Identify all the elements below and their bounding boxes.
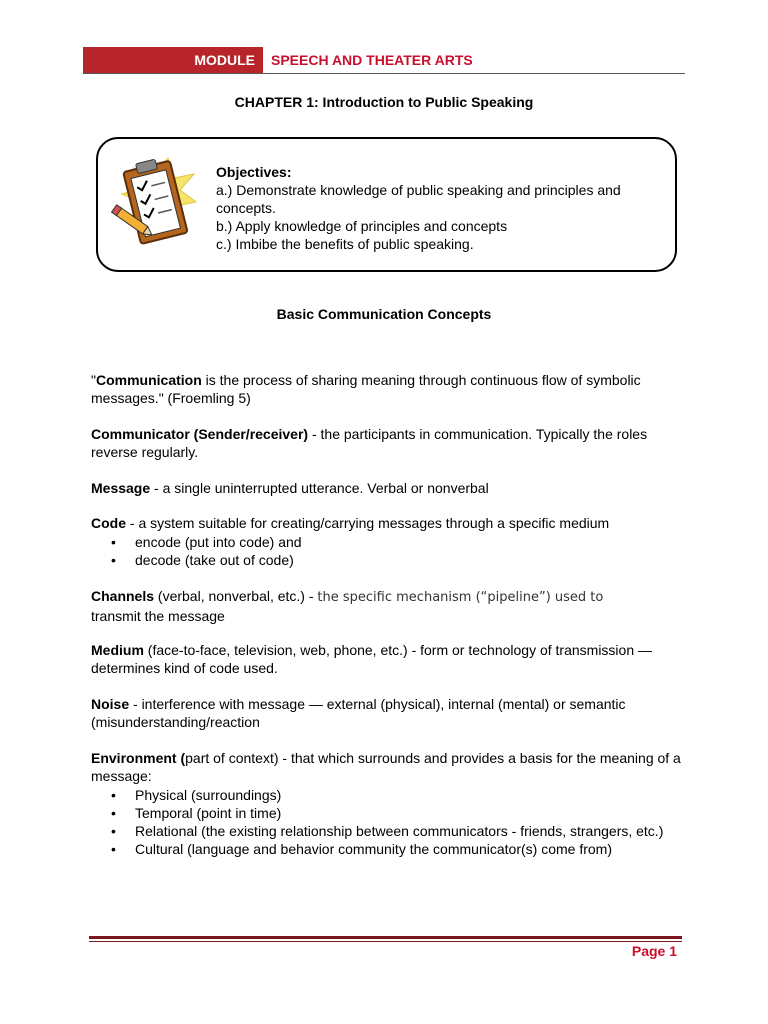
objectives-text <box>216 163 666 253</box>
chapter-title: CHAPTER 1: Introduction to Public Speaking <box>234 94 534 110</box>
term-code: Code <box>91 515 126 531</box>
objective-item-c: c.) Imbibe the benefits of public speaking. <box>216 236 474 252</box>
text-channels-mechanism: the specific mechanism (“pipeline”) used to <box>317 590 604 605</box>
text-communicator: - the participants in communication. Typically the roles reverse regularly. <box>91 426 648 460</box>
text-environment: part of context) - that which surrounds and provides a basis for the meaning of a message: <box>91 750 681 784</box>
definition-communication <box>91 371 691 407</box>
page-number: Page 1 <box>631 943 677 959</box>
objective-item-b: b.) Apply knowledge of principles and concepts <box>216 218 508 234</box>
text-channels: (verbal, nonverbal, etc.) - <box>154 588 318 604</box>
list-item: • Cultural (language and behavior community the communicator(s) come from) <box>91 840 691 858</box>
text-code: - a system suitable for creating/carrying messages through a specific medium <box>126 515 610 531</box>
list-item: • decode (take out of code) <box>91 551 711 569</box>
list-item: • encode (put into code) and <box>91 533 711 551</box>
objective-item-a: a.) Demonstrate knowledge of public speaking and principles and concepts. <box>216 182 621 216</box>
definition-medium <box>91 641 691 677</box>
module-title: SPEECH AND THEATER ARTS <box>271 52 473 68</box>
term-communication: Communication <box>95 372 202 388</box>
term-channels: Channels <box>91 588 155 604</box>
list-item: • Physical (surroundings) <box>91 786 691 804</box>
definition-noise <box>91 695 691 731</box>
term-communicator: Communicator (Sender/receiver) <box>91 426 309 442</box>
definition-code <box>91 514 711 569</box>
text-message: - a single uninterrupted utterance. Verbal or nonverbal <box>150 480 489 496</box>
term-environment: Environment ( <box>91 750 186 766</box>
term-noise: Noise <box>91 696 130 712</box>
header-divider <box>83 73 685 74</box>
text-communication: is the process of sharing meaning through continuous flow of symbolic messages." (Froemling 5) <box>91 372 641 406</box>
list-item: • Relational (the existing relationship between communicators - friends, strangers, etc.) <box>91 822 691 840</box>
section-heading: Basic Communication Concepts <box>276 306 492 322</box>
footer-divider <box>89 936 682 939</box>
footer-divider-thin <box>89 941 682 942</box>
term-medium: Medium <box>91 642 144 658</box>
text-medium: (face-to-face, television, web, phone, etc.) - form or technology of transmission — determines kind of code used. <box>91 642 652 676</box>
clipboard-checklist-icon <box>108 150 198 255</box>
term-message: Message <box>91 480 151 496</box>
definition-channels <box>91 587 691 625</box>
definition-communicator <box>91 425 691 461</box>
module-label: MODULE <box>83 47 263 74</box>
text-channels-end: transmit the message <box>91 608 225 624</box>
definition-environment <box>91 749 691 858</box>
open-quote: " <box>91 372 96 388</box>
list-item: • Temporal (point in time) <box>91 804 691 822</box>
text-noise: - interference with message — external (physical), internal (mental) or semantic (misunderstanding/reaction <box>91 696 626 730</box>
objectives-heading: Objectives: <box>216 164 292 180</box>
definition-message <box>91 479 691 497</box>
